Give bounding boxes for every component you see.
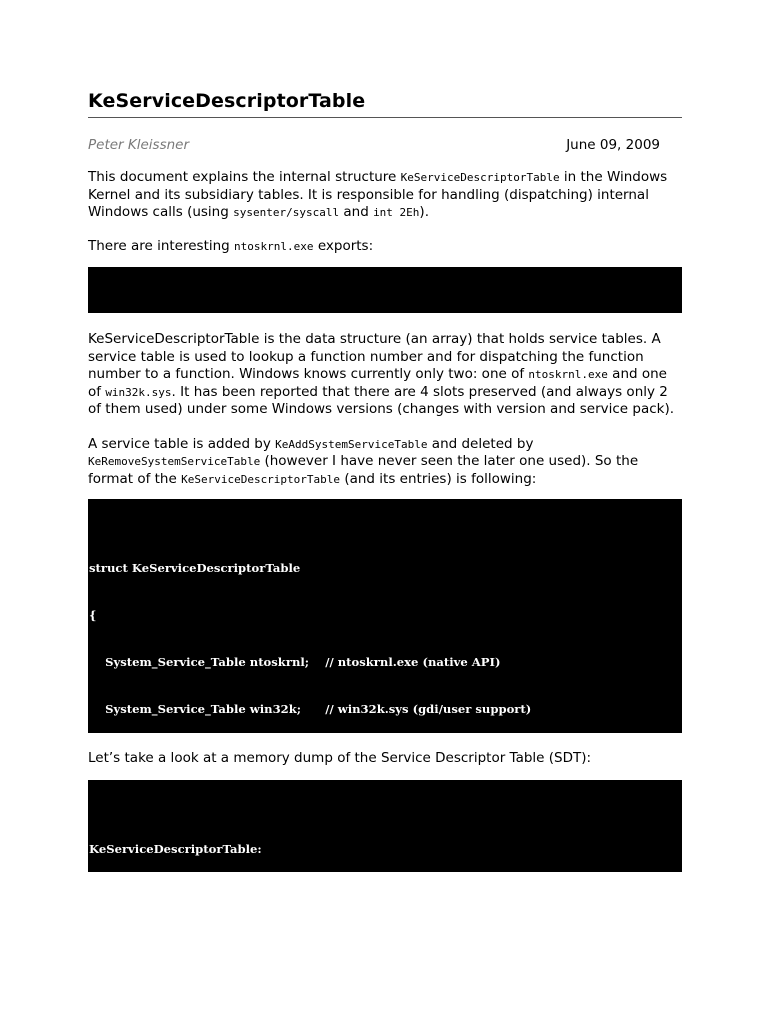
page-title: KeServiceDescriptorTable (88, 90, 366, 112)
document-page (88, 88, 682, 872)
title-divider (88, 117, 682, 118)
code-line: System_Service_Table ntoskrnl; // ntoskrnl.exe (native API) (89, 654, 501, 669)
exports-intro-paragraph: There are interesting ntoskrnl.exe exports: (88, 237, 374, 254)
memory-dump-code-block (88, 780, 682, 872)
exports-code-block (88, 267, 682, 313)
publish-date: June 09, 2009 (566, 137, 660, 153)
description-paragraph: KeServiceDescriptorTable is the data structure (an array) that holds service tables. A service table is used to lookup a function number and for dispatching the function number to a function. Windows knows currently only two: one of ntoskrnl.exe and one of win32k.sys. It has been reported that there are 4 slots preserved (and always only 2 of them used) under some Windows versions (changes with version and service pack). (88, 331, 675, 417)
code-line: KeServiceDescriptorTable: (89, 841, 262, 856)
intro-paragraph: This document explains the internal structure KeServiceDescriptorTable in the Windows Kernel and its subsidiary tables. It is responsible for handling (dispatching) internal Windows calls (using sysenter/syscall and int 2Eh). (88, 169, 668, 220)
add-delete-paragraph: A service table is added by KeAddSystemServiceTable and deleted by KeRemoveSystemServiceTable (however I have never seen the later one used). So the format of the KeServiceDescriptorTable (and its entries) is following: (88, 435, 639, 487)
byline (88, 135, 682, 155)
dump-intro-paragraph: Let’s take a look at a memory dump of the Service Descriptor Table (SDT): (88, 750, 592, 766)
author-name: Peter Kleissner (88, 137, 190, 153)
code-line: struct KeServiceDescriptorTable (89, 561, 301, 576)
code-line: System_Service_Table win32k; // win32k.sys (gdi/user support) (89, 701, 532, 716)
code-line: { (89, 608, 97, 623)
struct-code-block (88, 499, 682, 733)
